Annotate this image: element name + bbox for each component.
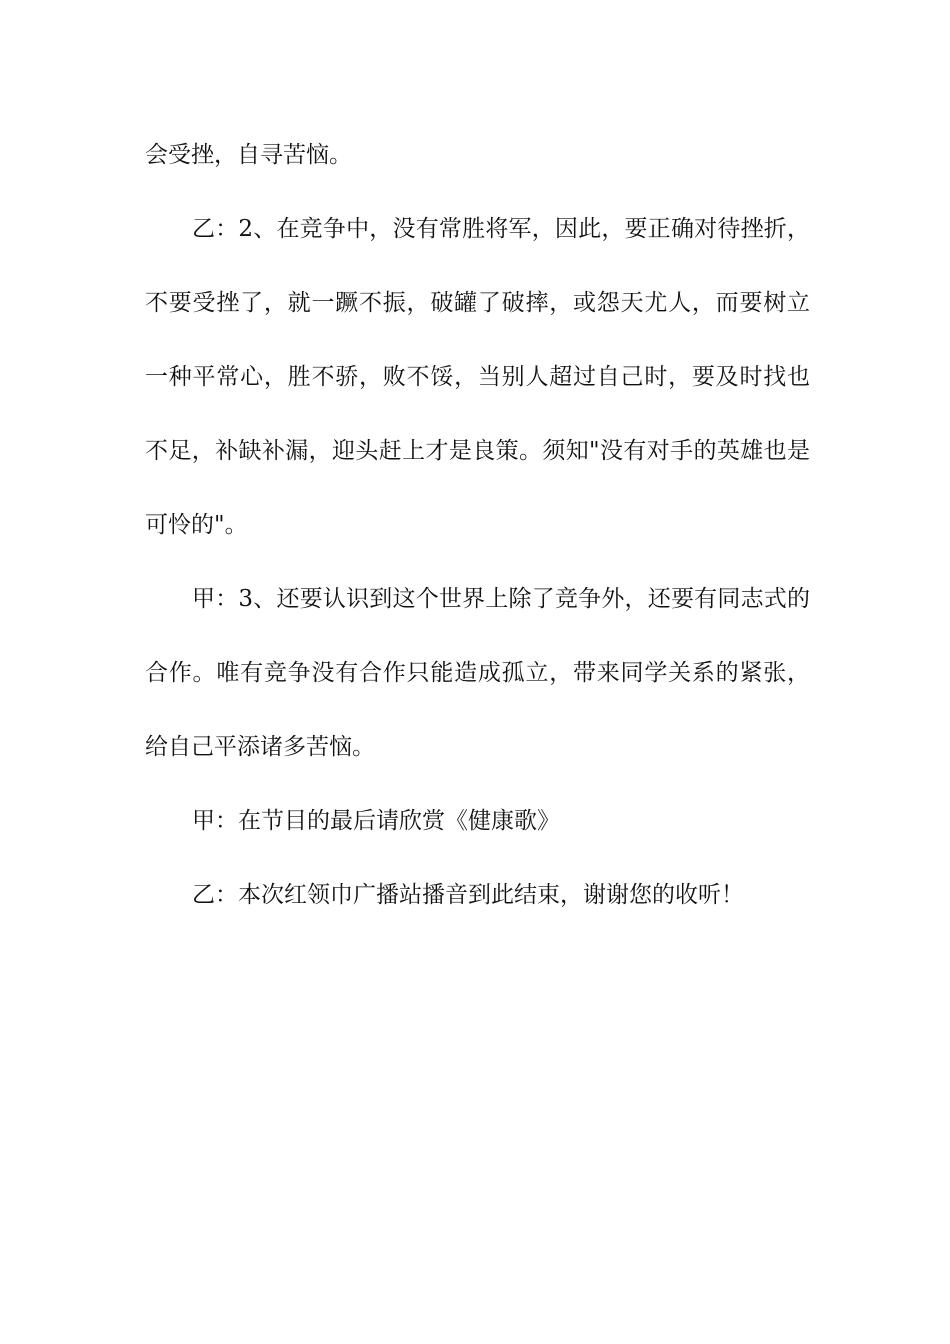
- paragraph-yi-sign-off: 乙：本次红领巾广播站播音到此结束，谢谢您的收听！: [192, 882, 744, 908]
- paragraph-yi-point-2: 乙：2、在竞争中，没有常胜将军，因此，要正确对待挫折，不要受挫了，就一蹶不振，破罐了破摔，或怨天尤人，而要树立一种平常心，胜不骄，败不馁，当别人超过自己时，要及时找也不足，补缺补漏，迎头赶上才是良策。须知"没有对手的英雄也是可怜的"。: [145, 216, 810, 538]
- document-body: [145, 118, 810, 932]
- paragraph-jia-point-3: 甲：3、还要认识到这个世界上除了竞争外，还要有同志式的合作。唯有竞争没有合作只能造成孤立，带来同学关系的紧张，给自己平添诸多苦恼。: [145, 586, 810, 760]
- paragraph-continuation: 会受挫，自寻苦恼。: [145, 142, 352, 168]
- paragraph-jia-closing-song: 甲：在节目的最后请欣赏《健康歌》: [192, 808, 560, 834]
